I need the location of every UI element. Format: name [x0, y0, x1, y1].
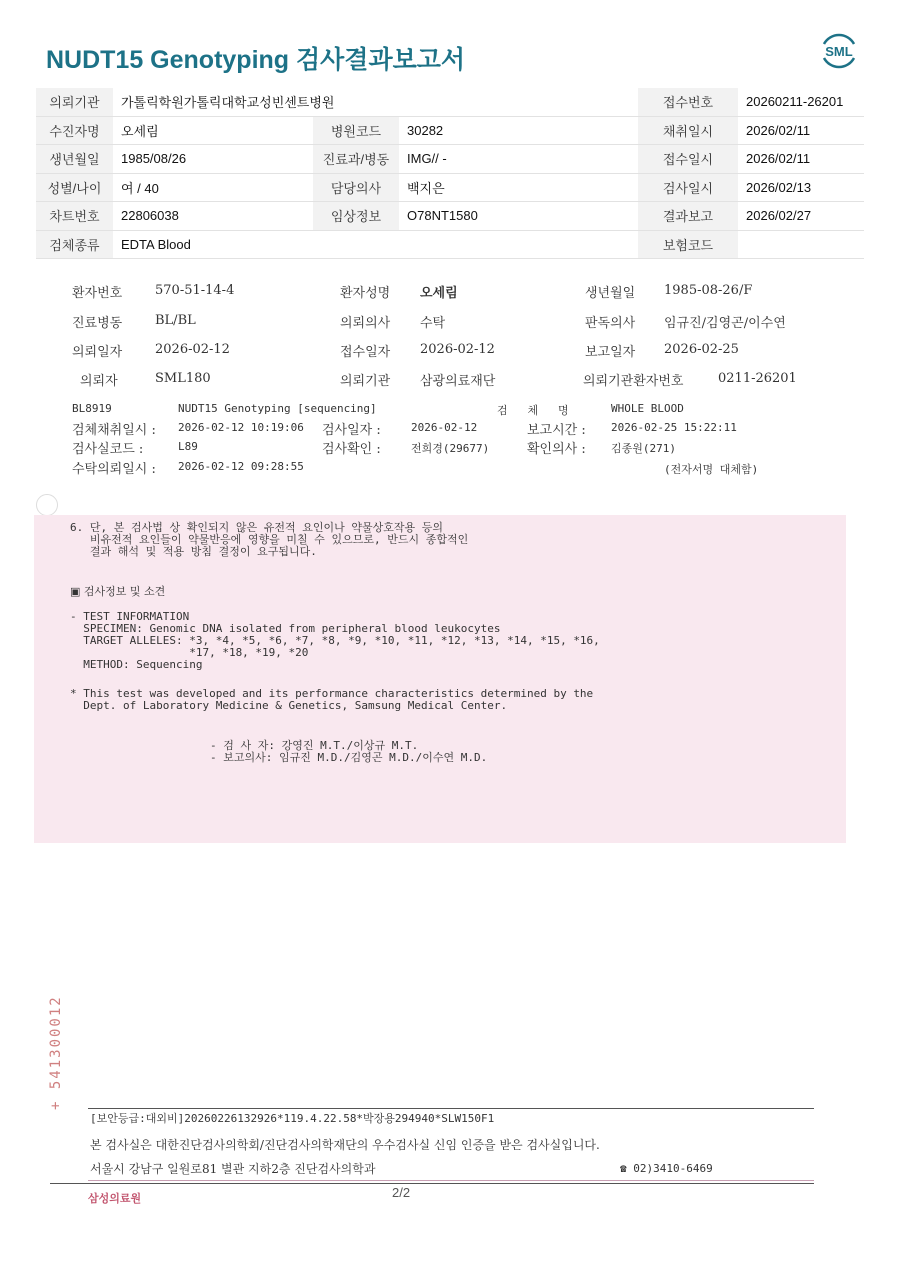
ordering-doctor-label: 의뢰의사: [340, 316, 391, 331]
value-receipt-no: 20260211-26201: [738, 88, 864, 116]
value-specimen-type: EDTA Blood: [113, 230, 313, 259]
value-clinical-info: O78NT1580: [399, 202, 638, 231]
requester-label: 의뢰자: [80, 374, 118, 389]
test-information: - TEST INFORMATION SPECIMEN: Genomic DNA isolated from peripheral blood leukocytes TARGET ALLELES: *3, *4, *5, *6, *7, *8, *9, *10, *11, *12, *13, *14, *15, *16, *17, *18, *19, *20 METHOD: Sequencing: [70, 610, 600, 671]
hospital-name: 삼성의료원: [88, 1192, 142, 1205]
order-date-value: 2026-02-12: [155, 342, 230, 357]
side-serial-number: + 541300012: [48, 995, 64, 1110]
reading-doctor-label: 판독의사: [585, 316, 636, 331]
value-sex-age: 여 / 40: [113, 173, 313, 202]
collection-time-value: 2026-02-12 10:19:06: [178, 421, 304, 434]
label-birth-date: 생년월일: [36, 145, 113, 174]
report-date-value: 2026-02-25: [664, 342, 739, 357]
ward-label: 진료병동: [72, 316, 123, 331]
divider: [50, 1183, 814, 1184]
security-line: [보안등급:대외비]20260226132926*119.4.22.58*박장용294940*SLW150F1: [90, 1112, 495, 1125]
label-receipt-no: 접수번호: [638, 88, 738, 116]
label-specimen-type: 검체종류: [36, 230, 113, 259]
esign-note: (전자서명 대체함): [664, 463, 759, 476]
value-requesting-org: 가톨릭학원가톨릭대학교성빈센트병원: [113, 88, 638, 116]
requesting-org-label: 의뢰기관: [340, 374, 391, 389]
value-birth-date: 1985/08/26: [113, 145, 313, 174]
value-hospital-code: 30282: [399, 116, 638, 145]
patient-no-value: 570-51-14-4: [155, 283, 235, 298]
sml-logo: [818, 30, 860, 72]
report-time-value: 2026-02-25 15:22:11: [611, 421, 737, 434]
staff-list: - 검 사 자: 강영진 M.T./이상규 M.T. - 보고의사: 임규진 M.D./김영곤 M.D./이수연 M.D.: [210, 739, 488, 764]
test-confirm-label: 검사확인 :: [322, 442, 381, 457]
label-test-date: 검사일시: [638, 173, 738, 202]
lab-address: 서울시 강남구 일원로81 별관 지하2층 진단검사의학과: [90, 1162, 376, 1176]
lab-phone: ☎ 02)3410-6469: [620, 1162, 713, 1175]
ordering-doctor-value: 수탁: [420, 316, 446, 331]
label-sex-age: 성별/나이: [36, 173, 113, 202]
patient-name-label: 환자성명: [340, 286, 391, 301]
patient-no-label: 환자번호: [72, 286, 123, 301]
logo-text: SML: [825, 44, 853, 59]
org-patient-no-value: 0211-26201: [718, 371, 797, 386]
value-patient-name: 오세림: [113, 116, 313, 145]
birth-label: 생년월일: [585, 286, 636, 301]
order-date-label: 의뢰일자: [72, 345, 123, 360]
label-patient-name: 수진자명: [36, 116, 113, 145]
section-header: ▣ 검사정보 및 소견: [70, 585, 166, 598]
confirm-doctor-label: 확인의사 :: [527, 442, 586, 457]
receipt-date-label: 접수일자: [340, 345, 391, 360]
report-date-label: 보고일자: [585, 345, 636, 360]
value-department: IMG// -: [399, 145, 638, 174]
specimen-value: WHOLE BLOOD: [611, 402, 684, 415]
ward-value: BL/BL: [155, 313, 196, 328]
label-result-report: 결과보고: [638, 202, 738, 231]
value-chart-no: 22806038: [113, 202, 313, 231]
label-requesting-org: 의뢰기관: [36, 88, 113, 116]
label-insurance-code: 보험코드: [638, 230, 738, 259]
label-clinical-info: 임상정보: [313, 202, 399, 231]
test-confirm-value: 전희경(29677): [411, 442, 490, 455]
reading-doctor-value: 임규진/김영곤/이수연: [664, 316, 786, 331]
report-time-label: 보고시간 :: [527, 423, 586, 438]
value-test-date: 2026/02/13: [738, 173, 864, 202]
consign-time-value: 2026-02-12 09:28:55: [178, 460, 304, 473]
test-name: NUDT15 Genotyping [sequencing]: [178, 402, 377, 415]
value-insurance-code: [738, 230, 864, 259]
label-receipt-date: 접수일시: [638, 145, 738, 174]
note-6: 6. 단, 본 검사법 상 확인되지 않은 유전적 요인이나 약물상호작용 등의 비유전적 요인들이 약물반응에 영향을 미칠 수 있으므로, 반드시 종합적인 결과 해석 및 적용 방침 결정이 요구됩니다.: [70, 521, 469, 558]
value-receipt-date: 2026/02/11: [738, 145, 864, 174]
test-date-value: 2026-02-12: [411, 421, 478, 434]
disclaimer: * This test was developed and its performance characteristics determined by the Dept. of Laboratory Medicine & Genetics, Samsung Medical Center.: [70, 687, 594, 712]
collection-time-label: 검체채취일시 :: [72, 423, 156, 438]
confirm-doctor-value: 김종원(271): [611, 442, 676, 455]
punch-hole: [36, 494, 58, 516]
patient-name-value: 오세림: [420, 286, 458, 301]
requester-value: SML180: [155, 371, 211, 386]
label-attending-doctor: 담당의사: [313, 173, 399, 202]
report-title: NUDT15 Genotyping 검사결과보고서: [46, 46, 466, 74]
request-info-table: [36, 88, 864, 259]
divider: [88, 1180, 814, 1181]
test-date-label: 검사일자 :: [322, 423, 381, 438]
label-hospital-code: 병원코드: [313, 116, 399, 145]
label-collection-date: 채취일시: [638, 116, 738, 145]
specimen-label: 검 체 명: [497, 404, 569, 417]
value-attending-doctor: 백지은: [399, 173, 638, 202]
certification-text: 본 검사실은 대한진단검사의학회/진단검사의학재단의 우수검사실 신임 인증을 받은 검사실입니다.: [90, 1138, 600, 1152]
receipt-date-value: 2026-02-12: [420, 342, 495, 357]
org-patient-no-label: 의뢰기관환자번호: [583, 374, 684, 389]
value-result-report: 2026/02/27: [738, 202, 864, 231]
consign-time-label: 수탁의뢰일시 :: [72, 462, 156, 477]
test-code: BL8919: [72, 402, 112, 415]
divider: [88, 1108, 814, 1109]
label-department: 진료과/병동: [313, 145, 399, 174]
lab-code-value: L89: [178, 440, 198, 453]
page-number: 2/2: [392, 1185, 411, 1200]
report-result-panel: [34, 515, 846, 843]
label-chart-no: 차트번호: [36, 202, 113, 231]
value-collection-date: 2026/02/11: [738, 116, 864, 145]
requesting-org-value: 삼광의료재단: [420, 374, 496, 389]
empty-cell: [313, 230, 638, 259]
lab-code-label: 검사실코드 :: [72, 442, 144, 457]
birth-value: 1985-08-26/F: [664, 283, 753, 298]
